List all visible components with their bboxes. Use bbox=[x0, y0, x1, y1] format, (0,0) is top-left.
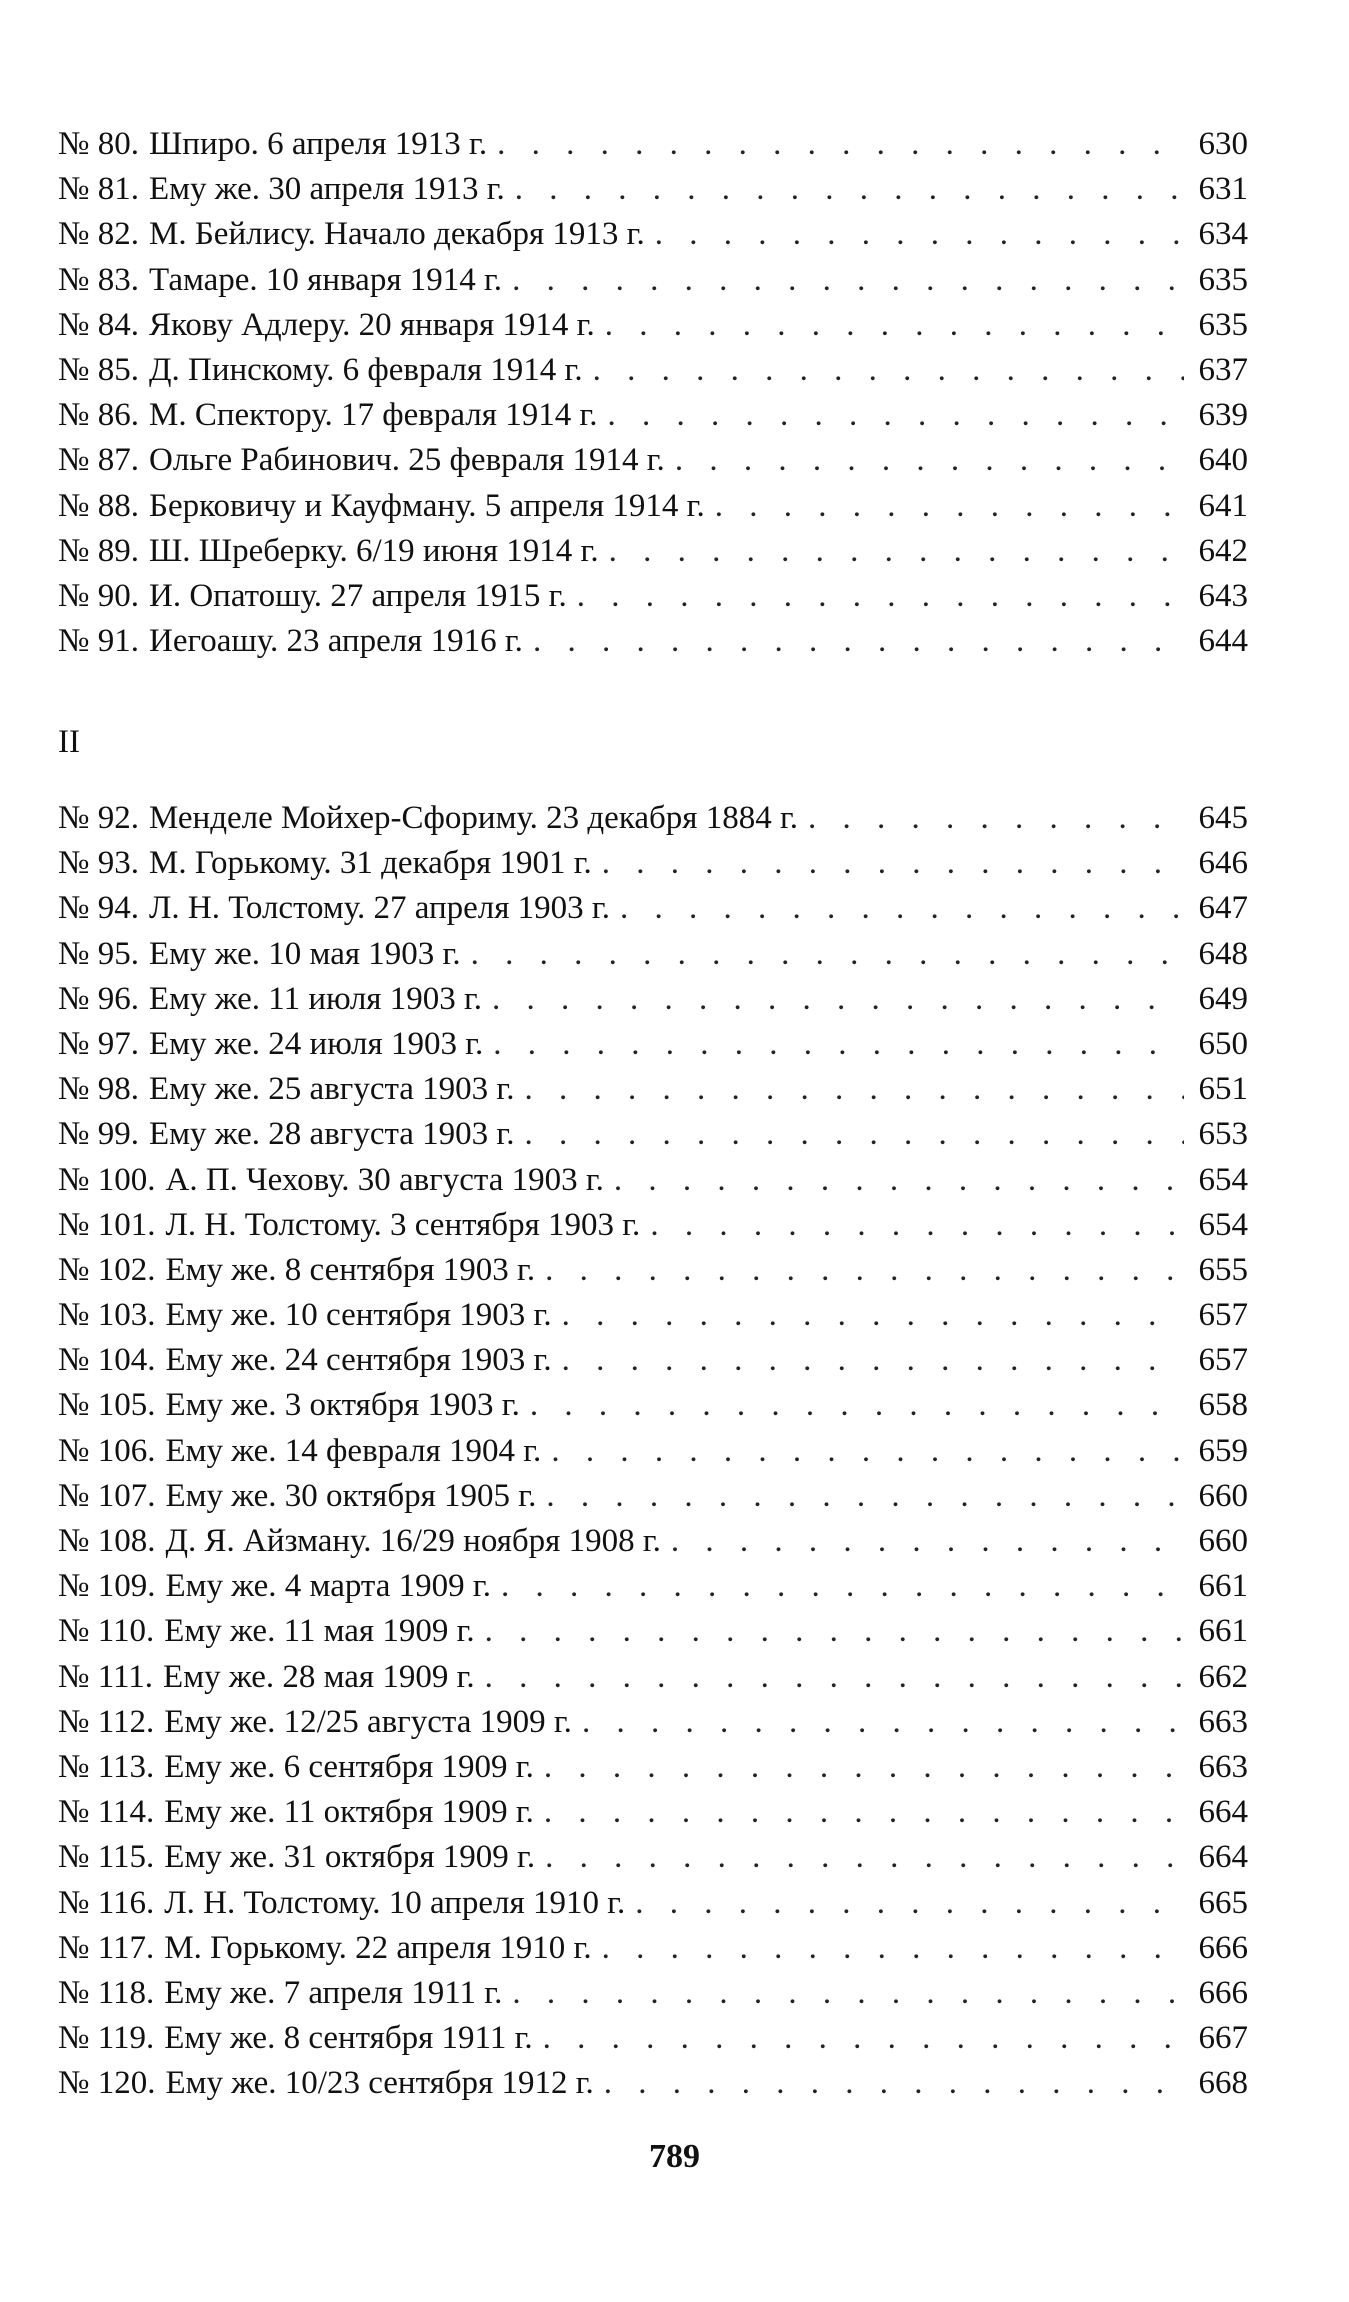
toc-entry bbox=[58, 1926, 1248, 1971]
toc-entry bbox=[58, 1474, 1248, 1519]
letter-number: № 99. bbox=[58, 1116, 139, 1153]
letter-number: № 109. bbox=[58, 1568, 156, 1605]
letter-title: Ему же. 10/23 сентября 1912 г. bbox=[165, 2065, 594, 2102]
toc-entry bbox=[58, 1519, 1248, 1564]
letter-title: Ему же. 31 октября 1909 г. bbox=[164, 1839, 536, 1876]
dot-leader bbox=[808, 796, 1184, 841]
letter-title: Берковичу и Кауфману. 5 апреля 1914 г. bbox=[149, 487, 705, 524]
letter-number: № 84. bbox=[58, 306, 139, 343]
dot-leader bbox=[671, 1519, 1184, 1564]
letter-title: Ему же. 11 октября 1909 г. bbox=[164, 1794, 534, 1831]
letter-title: Ему же. 8 сентября 1903 г. bbox=[165, 1251, 536, 1288]
dot-leader bbox=[614, 1158, 1184, 1203]
dot-leader bbox=[577, 574, 1184, 619]
toc-entry bbox=[58, 1067, 1248, 1112]
page-reference: 637 bbox=[1198, 351, 1248, 388]
page-reference: 666 bbox=[1198, 1929, 1248, 1966]
dot-leader bbox=[604, 2061, 1184, 2106]
letter-number: № 91. bbox=[58, 623, 139, 660]
letter-title: Л. Н. Толстому. 3 сентября 1903 г. bbox=[165, 1206, 641, 1243]
page-reference: 658 bbox=[1198, 1387, 1248, 1424]
dot-leader bbox=[546, 1474, 1184, 1519]
toc-entry bbox=[58, 1700, 1248, 1745]
page-reference: 657 bbox=[1198, 1297, 1248, 1334]
page-reference: 651 bbox=[1198, 1071, 1248, 1108]
letter-number: № 120. bbox=[58, 2065, 156, 2102]
letter-number: № 94. bbox=[58, 890, 139, 927]
dot-leader bbox=[493, 1022, 1184, 1067]
letter-title: Ему же. 12/25 августа 1909 г. bbox=[164, 1703, 572, 1740]
letter-number: № 104. bbox=[58, 1342, 156, 1379]
page-reference: 634 bbox=[1198, 216, 1248, 253]
dot-leader bbox=[562, 1338, 1184, 1383]
page-reference: 635 bbox=[1198, 306, 1248, 343]
toc-entry bbox=[58, 1203, 1248, 1248]
dot-leader bbox=[602, 1926, 1184, 1971]
dot-leader bbox=[471, 932, 1184, 977]
dot-leader bbox=[525, 1067, 1185, 1112]
toc-entry bbox=[58, 1790, 1248, 1835]
letter-number: № 100. bbox=[58, 1161, 156, 1198]
letter-title: Ему же. 14 февраля 1904 г. bbox=[165, 1432, 542, 1469]
page-reference: 667 bbox=[1198, 2020, 1248, 2057]
letter-title: А. П. Чехову. 30 августа 1903 г. bbox=[165, 1161, 604, 1198]
toc-entry bbox=[58, 529, 1248, 574]
toc-entry bbox=[58, 438, 1248, 483]
letter-number: № 88. bbox=[58, 487, 139, 524]
page-reference: 659 bbox=[1198, 1432, 1248, 1469]
letter-number: № 115. bbox=[58, 1839, 155, 1876]
letter-number: № 96. bbox=[58, 980, 139, 1017]
letter-number: № 87. bbox=[58, 442, 139, 479]
page-reference: 645 bbox=[1198, 800, 1248, 836]
page-reference: 660 bbox=[1198, 1523, 1248, 1559]
letter-number: № 113. bbox=[58, 1748, 155, 1785]
dot-leader bbox=[530, 1383, 1184, 1428]
letter-title: Ему же. 11 мая 1909 г. bbox=[164, 1613, 475, 1650]
dot-leader bbox=[602, 841, 1184, 886]
letter-number: № 106. bbox=[58, 1432, 156, 1469]
toc-entry bbox=[58, 1293, 1248, 1338]
toc-entry bbox=[58, 393, 1248, 438]
dot-leader bbox=[650, 1203, 1184, 1248]
letter-title: М. Спектору. 17 февраля 1914 г. bbox=[149, 397, 598, 434]
dot-leader bbox=[545, 1248, 1184, 1293]
toc-entry bbox=[58, 1971, 1248, 2016]
toc-entry bbox=[58, 122, 1248, 167]
page-reference: 657 bbox=[1198, 1342, 1248, 1379]
letter-title: М. Горькому. 31 декабря 1901 г. bbox=[149, 845, 592, 882]
dot-leader bbox=[533, 619, 1184, 664]
dot-leader bbox=[501, 1564, 1184, 1609]
letter-title: Ему же. 7 апреля 1911 г. bbox=[164, 1974, 503, 2011]
letter-number: № 90. bbox=[58, 577, 139, 614]
letter-title: Л. Н. Толстому. 27 апреля 1903 г. bbox=[149, 890, 610, 927]
letter-title: Л. Н. Толстому. 10 апреля 1910 г. bbox=[164, 1884, 626, 1921]
toc-section-one bbox=[58, 122, 1248, 664]
page-reference: 631 bbox=[1198, 171, 1248, 208]
dot-leader bbox=[545, 1835, 1184, 1880]
letter-number: № 117. bbox=[58, 1929, 155, 1966]
toc-entry bbox=[58, 484, 1248, 529]
letter-title: Д. Пинскому. 6 февраля 1914 г. bbox=[149, 351, 583, 388]
letter-title: Тамаре. 10 января 1914 г. bbox=[149, 261, 503, 298]
letter-number: № 111. bbox=[58, 1658, 154, 1695]
letter-number: № 102. bbox=[58, 1251, 156, 1288]
toc-entry bbox=[58, 574, 1248, 619]
dot-leader bbox=[593, 348, 1184, 393]
page-reference: 648 bbox=[1198, 935, 1248, 972]
toc-entry bbox=[58, 1881, 1248, 1926]
letter-title: Ему же. 8 сентября 1911 г. bbox=[164, 2020, 533, 2057]
letter-title: Ему же. 11 июля 1903 г. bbox=[149, 980, 483, 1017]
letter-title: И. Опатошу. 27 апреля 1915 г. bbox=[149, 577, 567, 614]
section-heading: II bbox=[58, 724, 80, 760]
dot-leader bbox=[544, 1745, 1184, 1790]
toc-entry bbox=[58, 1022, 1248, 1067]
toc-entry bbox=[58, 932, 1248, 977]
page-reference: 641 bbox=[1198, 487, 1248, 524]
dot-leader bbox=[492, 977, 1184, 1022]
letter-number: № 92. bbox=[58, 800, 139, 836]
page-reference: 635 bbox=[1198, 261, 1248, 298]
letter-title: Ольге Рабинович. 25 февраля 1914 г. bbox=[149, 442, 665, 479]
letter-title: Ему же. 30 апреля 1913 г. bbox=[149, 171, 505, 208]
letter-title: Ему же. 10 мая 1903 г. bbox=[149, 935, 461, 972]
letter-title: Ему же. 6 сентября 1909 г. bbox=[164, 1748, 534, 1785]
letter-title: Ему же. 3 октября 1903 г. bbox=[165, 1387, 520, 1424]
letter-title: Ему же. 25 августа 1903 г. bbox=[149, 1071, 515, 1108]
dot-leader bbox=[485, 1609, 1184, 1654]
letter-number: № 82. bbox=[58, 216, 139, 253]
letter-number: № 108. bbox=[58, 1523, 156, 1559]
letter-title: Иегоашу. 23 апреля 1916 г. bbox=[149, 623, 523, 660]
letter-number: № 81. bbox=[58, 171, 139, 208]
page-reference: 640 bbox=[1198, 442, 1248, 479]
dot-leader bbox=[512, 258, 1184, 303]
page-reference: 644 bbox=[1198, 623, 1248, 660]
letter-number: № 98. bbox=[58, 1071, 139, 1108]
letter-title: М. Бейлису. Начало декабря 1913 г. bbox=[149, 216, 645, 253]
page-number: 789 bbox=[649, 2138, 700, 2175]
letter-title: Ему же. 24 сентября 1903 г. bbox=[165, 1342, 552, 1379]
toc-entry bbox=[58, 2061, 1248, 2106]
page-reference: 655 bbox=[1198, 1251, 1248, 1288]
letter-number: № 85. bbox=[58, 351, 139, 388]
toc-entry bbox=[58, 1112, 1248, 1157]
toc-entry bbox=[58, 1564, 1248, 1609]
page-reference: 647 bbox=[1198, 890, 1248, 927]
toc-entry bbox=[58, 841, 1248, 886]
page-reference: 666 bbox=[1198, 1974, 1248, 2011]
toc-entry bbox=[58, 1383, 1248, 1428]
letter-title: Шпиро. 6 апреля 1913 г. bbox=[149, 126, 488, 162]
page-reference: 661 bbox=[1198, 1568, 1248, 1605]
toc-entry bbox=[58, 1338, 1248, 1383]
dot-leader bbox=[655, 212, 1184, 257]
dot-leader bbox=[497, 122, 1184, 167]
letter-number: № 97. bbox=[58, 1025, 139, 1062]
toc-entry bbox=[58, 977, 1248, 1022]
letter-number: № 116. bbox=[58, 1884, 155, 1921]
dot-leader bbox=[562, 1293, 1184, 1338]
dot-leader bbox=[609, 529, 1184, 574]
toc-entry bbox=[58, 348, 1248, 393]
dot-leader bbox=[543, 2016, 1184, 2061]
page-reference: 664 bbox=[1198, 1839, 1248, 1876]
letter-title: Ему же. 4 марта 1909 г. bbox=[165, 1568, 491, 1605]
letter-number: № 95. bbox=[58, 935, 139, 972]
letter-number: № 83. bbox=[58, 261, 139, 298]
letter-number: № 110. bbox=[58, 1613, 155, 1650]
letter-number: № 103. bbox=[58, 1297, 156, 1334]
letter-title: Ш. Шреберку. 6/19 июня 1914 г. bbox=[149, 532, 599, 569]
toc-entry bbox=[58, 1609, 1248, 1654]
toc-entry bbox=[58, 1745, 1248, 1790]
page-reference: 650 bbox=[1198, 1025, 1248, 1062]
toc-entry bbox=[58, 212, 1248, 257]
letter-title: Ему же. 30 октября 1905 г. bbox=[165, 1477, 537, 1514]
page-reference: 663 bbox=[1198, 1748, 1248, 1785]
letter-number: № 114. bbox=[58, 1794, 155, 1831]
toc-section-two bbox=[58, 796, 1248, 2106]
page-reference: 660 bbox=[1198, 1477, 1248, 1514]
letter-title: Ему же. 28 августа 1903 г. bbox=[149, 1116, 515, 1153]
dot-leader bbox=[515, 167, 1184, 212]
dot-leader bbox=[608, 393, 1184, 438]
dot-leader bbox=[512, 1971, 1184, 2016]
dot-leader bbox=[551, 1429, 1184, 1474]
page-reference: 668 bbox=[1198, 2065, 1248, 2102]
page-reference: 654 bbox=[1198, 1161, 1248, 1198]
page-reference: 665 bbox=[1198, 1884, 1248, 1921]
dot-leader bbox=[715, 484, 1184, 529]
dot-leader bbox=[635, 1881, 1184, 1926]
dot-leader bbox=[544, 1790, 1184, 1835]
page-reference: 653 bbox=[1198, 1116, 1248, 1153]
toc-entry bbox=[58, 796, 1248, 841]
dot-leader bbox=[620, 886, 1184, 931]
letter-number: № 112. bbox=[58, 1703, 155, 1740]
dot-leader bbox=[525, 1112, 1185, 1157]
letter-title: Менделе Мойхер-Сфориму. 23 декабря 1884 г. bbox=[149, 800, 799, 836]
toc-entry bbox=[58, 1835, 1248, 1880]
letter-number: № 107. bbox=[58, 1477, 156, 1514]
letter-number: № 105. bbox=[58, 1387, 156, 1424]
letter-number: № 101. bbox=[58, 1206, 156, 1243]
dot-leader bbox=[485, 1655, 1184, 1700]
letter-number: № 118. bbox=[58, 1974, 155, 2011]
page-reference: 646 bbox=[1198, 845, 1248, 882]
toc-entry bbox=[58, 2016, 1248, 2061]
toc-entry bbox=[58, 258, 1248, 303]
toc-entry bbox=[58, 303, 1248, 348]
dot-leader bbox=[582, 1700, 1184, 1745]
letter-title: Якову Адлеру. 20 января 1914 г. bbox=[149, 306, 595, 343]
page-reference: 663 bbox=[1198, 1703, 1248, 1740]
page-reference: 630 bbox=[1198, 126, 1248, 162]
dot-leader bbox=[605, 303, 1184, 348]
toc-entry bbox=[58, 1158, 1248, 1203]
letter-title: Ему же. 28 мая 1909 г. bbox=[163, 1658, 475, 1695]
toc-entry bbox=[58, 886, 1248, 931]
page-reference: 642 bbox=[1198, 532, 1248, 569]
letter-number: № 86. bbox=[58, 397, 139, 434]
page-reference: 664 bbox=[1198, 1794, 1248, 1831]
letter-title: Ему же. 10 сентября 1903 г. bbox=[165, 1297, 552, 1334]
page-reference: 643 bbox=[1198, 577, 1248, 614]
letter-title: Ему же. 24 июля 1903 г. bbox=[149, 1025, 484, 1062]
toc-entry bbox=[58, 1429, 1248, 1474]
page-reference: 654 bbox=[1198, 1206, 1248, 1243]
letter-number: № 80. bbox=[58, 126, 139, 162]
page-reference: 639 bbox=[1198, 397, 1248, 434]
letter-number: № 93. bbox=[58, 845, 139, 882]
dot-leader bbox=[675, 438, 1184, 483]
page-reference: 649 bbox=[1198, 980, 1248, 1017]
page-reference: 661 bbox=[1198, 1613, 1248, 1650]
letter-title: Д. Я. Айзману. 16/29 ноября 1908 г. bbox=[165, 1523, 661, 1559]
letter-number: № 119. bbox=[58, 2020, 155, 2057]
page-reference: 662 bbox=[1198, 1658, 1248, 1695]
toc-entry bbox=[58, 1248, 1248, 1293]
toc-entry bbox=[58, 1655, 1248, 1700]
toc-entry bbox=[58, 619, 1248, 664]
letter-title: М. Горькому. 22 апреля 1910 г. bbox=[164, 1929, 592, 1966]
letter-number: № 89. bbox=[58, 532, 139, 569]
toc-entry bbox=[58, 167, 1248, 212]
